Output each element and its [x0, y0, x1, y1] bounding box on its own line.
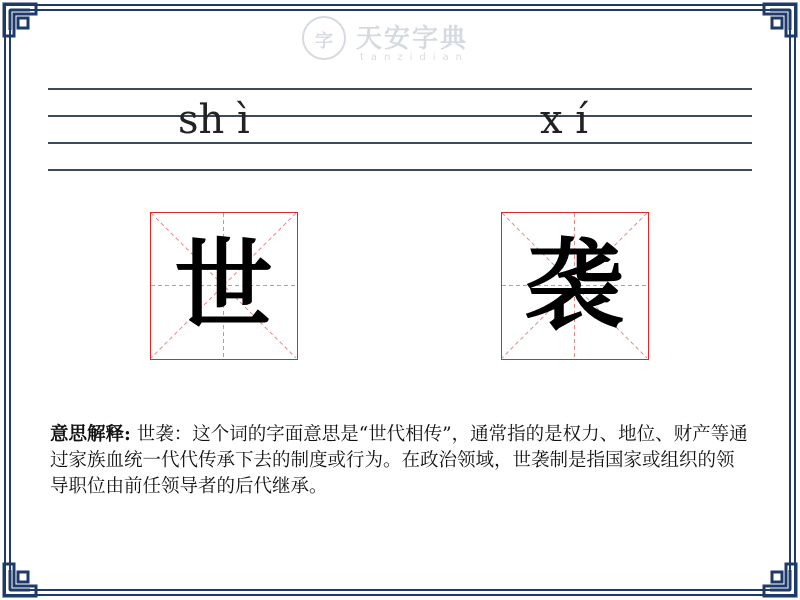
pinyin-first: sh ì — [178, 97, 250, 143]
hanzi-second: 袭 — [525, 228, 624, 343]
corner-ornament-icon — [0, 0, 40, 40]
logo-seal-icon: 字 — [302, 16, 346, 60]
pinyin-rule-lines — [48, 88, 752, 172]
corner-ornament-icon — [0, 560, 40, 600]
definition-text: 世袭：这个词的字面意思是“世代相传”，通常指的是权力、地位、财产等通过家族血统一代代传承下去的制度或行为。在政治领域，世袭制是指国家或组织的领导职位由前任领导者的后代继承。 — [50, 424, 748, 497]
definition-label: 意思解释: — [50, 424, 131, 445]
character-grid-second — [501, 212, 649, 360]
logo-title: 天安字典 — [356, 24, 469, 54]
corner-ornament-icon — [760, 560, 800, 600]
pinyin-second: x í — [540, 97, 589, 143]
corner-ornament-icon — [760, 0, 800, 40]
logo-subtitle: tanzidian — [360, 52, 470, 63]
watermark-logo — [302, 14, 502, 70]
hanzi-first: 世 — [174, 228, 273, 343]
definition-paragraph — [50, 422, 750, 500]
character-grid-first — [150, 212, 298, 360]
